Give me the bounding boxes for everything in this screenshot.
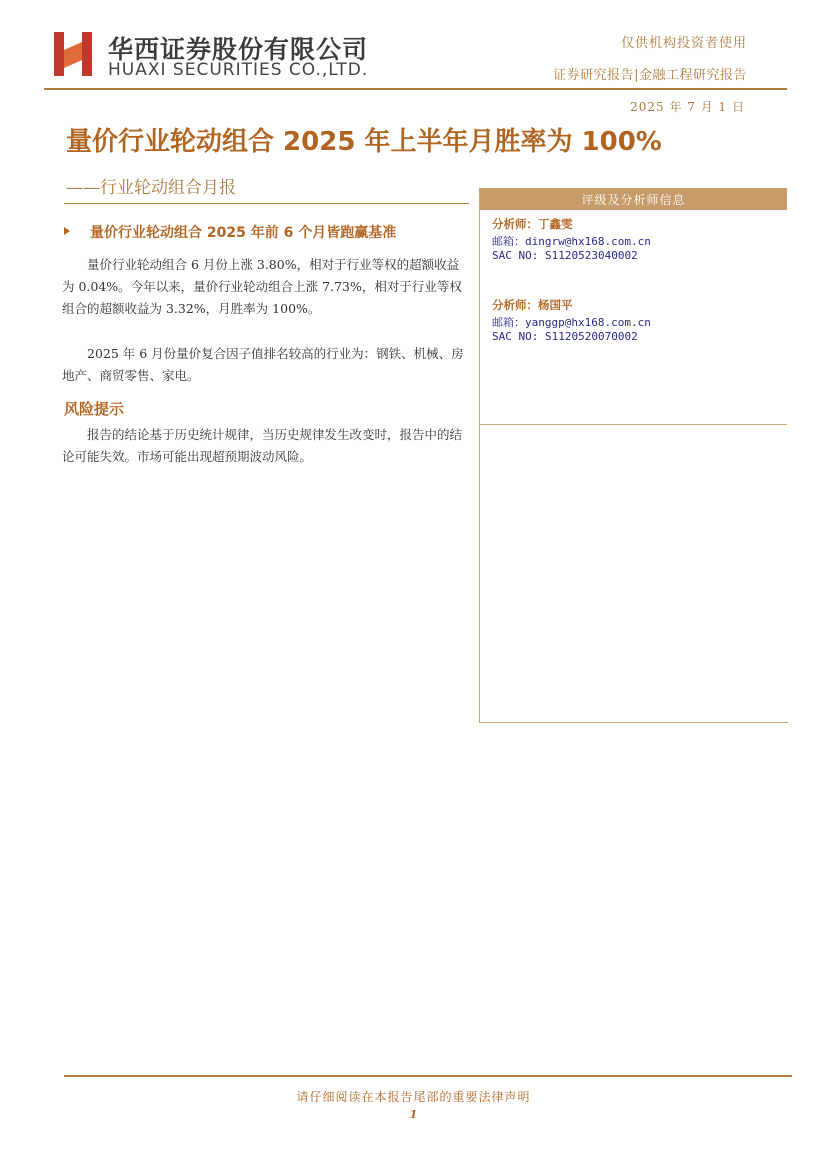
report-subtitle: ——行业轮动组合月报 bbox=[66, 178, 236, 198]
footer-disclaimer: 请仔细阅读在本报告尾部的重要法律声明 bbox=[296, 1090, 531, 1104]
page-number: 1 bbox=[409, 1108, 418, 1121]
panel-heading: 评级及分析师信息 bbox=[581, 193, 686, 207]
panel-divider bbox=[480, 424, 787, 425]
analyst-2-name: 分析师：杨国平 bbox=[492, 298, 573, 312]
header-divider bbox=[44, 88, 787, 90]
company-name-cn: 华西证券股份有限公司 bbox=[108, 35, 369, 64]
analyst-2-sac: SAC NO: S1120520070002 bbox=[492, 330, 638, 343]
analyst-1-name: 分析师：丁鑫雯 bbox=[492, 217, 573, 231]
audience-note: 仅供机构投资者使用 bbox=[620, 36, 747, 51]
paragraph-text: 2025 年 6 月份量价复合因子值排名较高的行业为：钢铁、机械、房地产、商贸零售、家电。 bbox=[62, 346, 464, 383]
report-title: 量价行业轮动组合 2025 年上半年月胜率为 100% bbox=[66, 127, 662, 157]
subtitle-divider bbox=[64, 203, 469, 204]
report-category: 证券研究报告|金融工程研究报告 bbox=[553, 68, 747, 83]
report-date: 2025 年 7 月 1 日 bbox=[630, 100, 745, 114]
summary-paragraph-2 bbox=[62, 343, 470, 387]
analyst-1-sac: SAC NO: S1120523040002 bbox=[492, 249, 638, 262]
risk-paragraph bbox=[62, 424, 470, 468]
bullet-arrow-icon bbox=[64, 227, 70, 235]
analyst-info-panel bbox=[479, 188, 788, 723]
section-heading: 量价行业轮动组合 2025 年前 6 个月皆跑赢基准 bbox=[90, 225, 397, 241]
logo-mark-icon bbox=[52, 30, 96, 78]
footer-divider bbox=[64, 1075, 792, 1077]
company-logo bbox=[52, 30, 96, 78]
company-name-en: HUAXI SECURITIES CO.,LTD. bbox=[108, 60, 369, 80]
analyst-2-email[interactable]: 邮箱：yanggp@hx168.com.cn bbox=[492, 316, 651, 329]
paragraph-text: 报告的结论基于历史统计规律，当历史规律发生改变时，报告中的结论可能失效。市场可能出现超预期波动风险。 bbox=[62, 427, 463, 464]
risk-heading: 风险提示 bbox=[64, 400, 125, 418]
paragraph-text: 量价行业轮动组合 6 月份上涨 3.80%，相对于行业等权的超额收益为 0.04%。今年以来，量价行业轮动组合上涨 7.73%，相对于行业等权组合的超额收益为 3.32%，月胜率为 100%。 bbox=[62, 257, 462, 316]
analyst-1-email[interactable]: 邮箱：dingrw@hx168.com.cn bbox=[492, 235, 651, 248]
summary-paragraph-1 bbox=[62, 254, 470, 320]
